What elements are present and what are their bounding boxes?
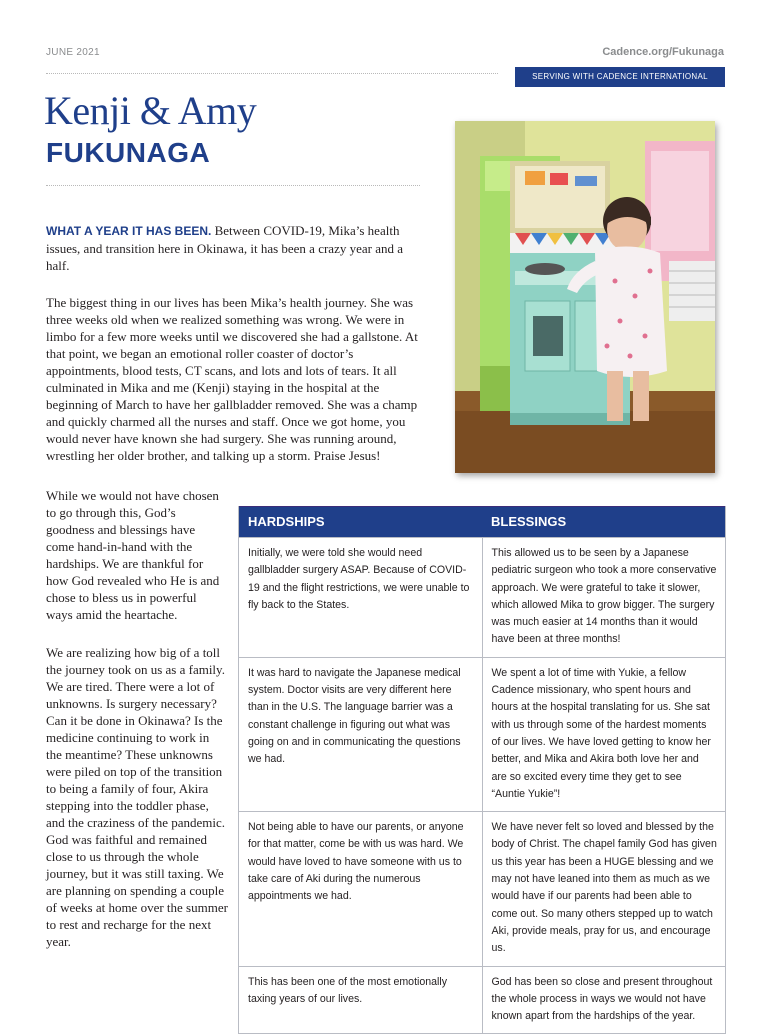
story-paragraph-1: The biggest thing in our lives has been Mika’s health journey. She was three weeks old when we realized something was wrong. We were in limbo for a few more weeks until we discovered she had a gallstone. At that point, we began an emotional roller coaster of doctor’s appointments, blood tests, CT scans, and lots and lots of tears. It all culminated in Mika and me (Kenji) staying in the hospital at the beginning of March to have her gallbladder removed. She was a champ and quickly charmed all the nurses and staff. Once we got home, you would never have known she had surgery. She was running around, wrestling her older brother, and talking up a storm. Praise Jesus! (46, 295, 418, 463)
hardship-cell: Initially, we were told she would need gallbladder surgery ASAP. Because of COVID-19 and the flight restrictions, we were unable to fly back to the States. (248, 547, 470, 611)
divider-title (46, 185, 420, 186)
organization-banner (515, 67, 725, 87)
header-hardships: HARDSHIPS (248, 514, 325, 529)
website-url: Cadence.org/Fukunaga (602, 46, 724, 58)
header-blessings: BLESSINGS (491, 514, 567, 529)
blessing-cell: We have never felt so loved and blessed by the body of Christ. The chapel family God has given us this year has been a HUGE blessing and we may not have leaned into them as much as we would have if our parents had been able to come out. So many others stepped up to watch Aki, provide meals, pray for us, and encourage us. (482, 812, 726, 965)
table-row (239, 657, 725, 811)
title-first-names: Kenji & Amy (44, 88, 257, 133)
divider-top (46, 73, 498, 74)
table-row (239, 537, 725, 657)
hardship-cell: This has been one of the most emotionally taxing years of our lives. (248, 975, 448, 1005)
story-paragraph-2: While we would not have chosen to go through this, God’s goodness and blessings have come hand-in-hand with the hardships. We are thankful for how God revealed who He is and chose to bless us in powerful ways amid the heartache. (46, 488, 220, 622)
table-row (239, 811, 725, 965)
banner-text: SERVING WITH CADENCE INTERNATIONAL (532, 72, 708, 81)
family-photo (455, 121, 715, 473)
intro-lead: WHAT A YEAR IT HAS BEEN. (46, 224, 212, 238)
blessing-cell: We spent a lot of time with Yukie, a fellow Cadence missionary, who spent hours and hours at the hospital translating for us. She sat with us through some of the hardest moments of our lives. We have loved getting to know her better, and Mika and Akira both love her and are so excited every time they get to see “Auntie Yukie”! (482, 658, 726, 811)
title-last-name: FUKUNAGA (46, 137, 211, 168)
blessing-cell: God has been so close and present throughout the whole process in ways we would not have known apart from the hardships of the year. (482, 967, 726, 1034)
story-paragraph-3: We are realizing how big of a toll the journey took on us as a family. We are tired. There were a lot of unknowns. Is surgery necessary? Can it be done in Okinawa? Is the medicine continuing to work in the meantime? These unknowns were piled on top of the transition to being a family of four, Akira stepping into the toddler phase, and the craziness of the pandemic. God was faithful and remained close to us through the whole journey, but it was still taxing. We are planning on spending a couple of weeks at home over the summer to rest and recharge for the next year. (46, 645, 228, 949)
hardship-cell: It was hard to navigate the Japanese medical system. Doctor visits are very different here than in the U.S. The language barrier was a constant challenge in figuring out what was going on and in communicating the questions we had. (248, 666, 461, 766)
intro-text: Between COVID-19, Mika’s health issues, and transition here in Okinawa, it has been a crazy year and a half. (46, 223, 404, 273)
blessing-cell: This allowed us to be seen by a Japanese pediatric surgeon who took a more conservative approach. We were grateful to take it slower, which allowed Mika to grow bigger. The surgery was much easier at 14 months than it would have been at three months! (482, 538, 726, 657)
hardship-cell: Not being able to have our parents, or anyone for that matter, come be with us was hard. We would have loved to have someone with us to take care of Aki during the numerous appointments we had. (248, 821, 464, 903)
table-row (239, 966, 725, 1034)
intro-paragraph (46, 222, 422, 274)
issue-date: JUNE 2021 (46, 47, 100, 58)
table-header (239, 506, 725, 537)
hardships-blessings-table (238, 506, 726, 1034)
